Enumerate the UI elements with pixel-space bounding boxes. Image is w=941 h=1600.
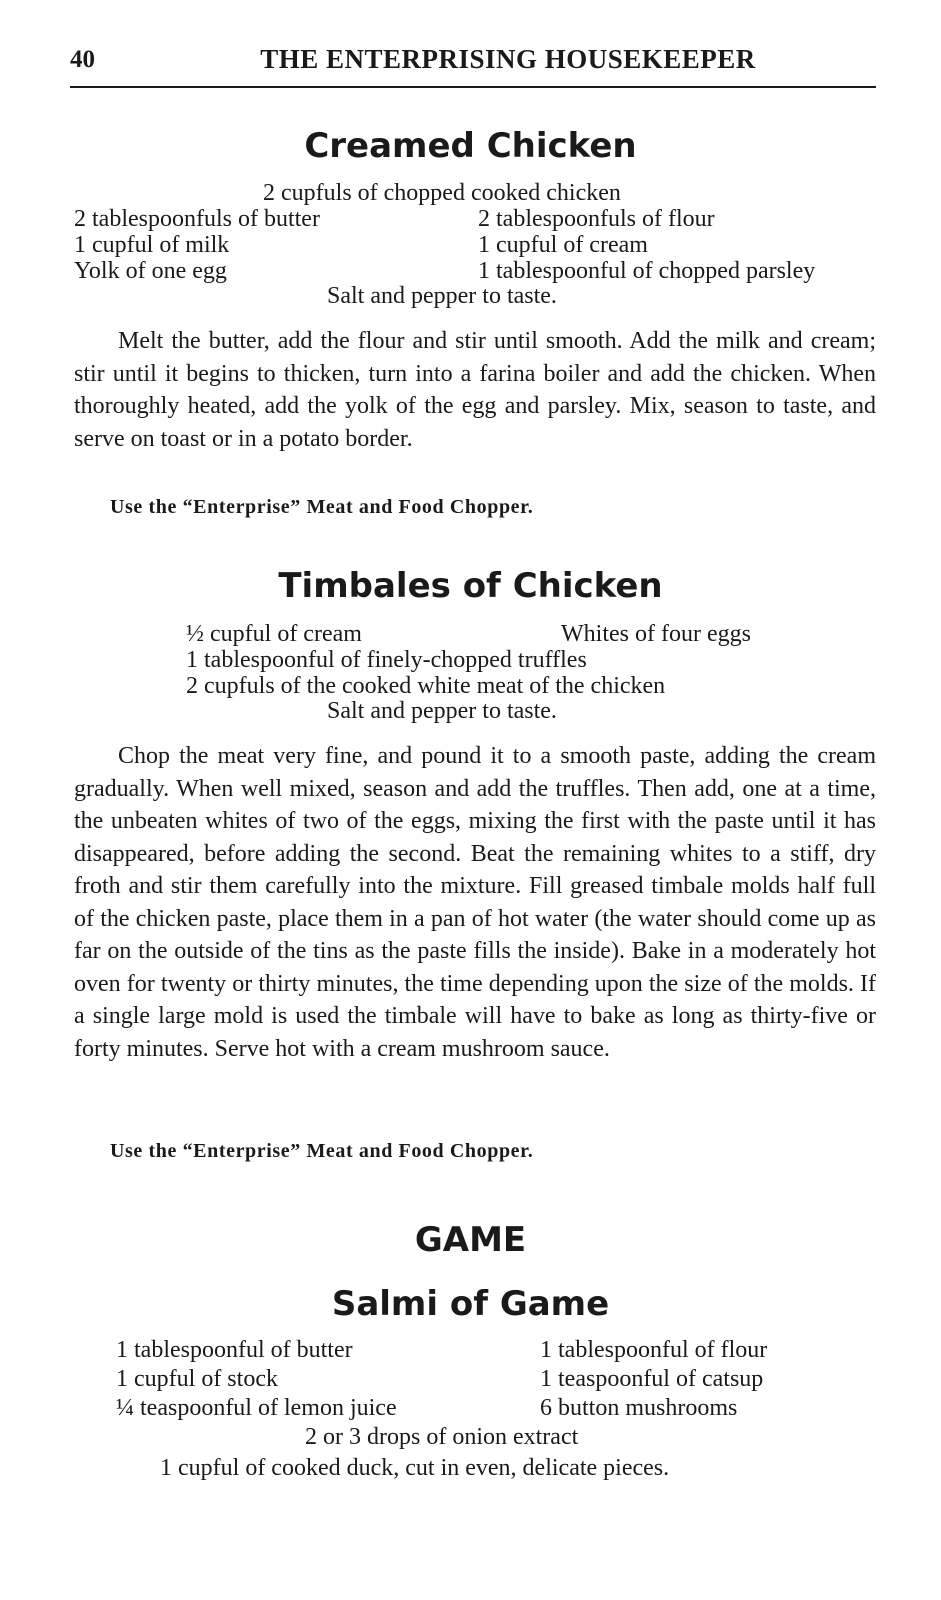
running-head xyxy=(70,42,876,88)
recipe-directions xyxy=(74,740,876,1065)
directions-text: Chop the meat very fine, and pound it to a smooth paste, adding the cream gradually. When well mixed, season and add the truffles. Then add, one at a time, the unbeaten whites of two of the eggs, mixing the first with the paste until it has disappeared, before adding the second. Beat the remaining whites to a stiff, dry froth and stir them carefully into the mixture. Fill greased timbale molds half full of the chicken paste, place them in a pan of hot water (the water should come up as far on the outside of the tins as the paste fills the inside). Bake in a moderately hot oven for twenty or thirty minutes, the time depending upon the size of the molds. If a single large mold is used the timbale will have to bake as long as thirty-five or forty minutes. Serve hot with a cream mushroom sauce. xyxy=(74,743,876,1062)
ingredient-line: ¼ teaspoonful of lemon juice xyxy=(116,1395,397,1421)
book-title: THE ENTERPRISING HOUSEKEEPER xyxy=(260,44,756,74)
ingredient-line: 1 cupful of stock xyxy=(116,1366,278,1392)
recipe-title-creamed-chicken: Creamed Chicken xyxy=(304,126,637,166)
ingredient-line: Salt and pepper to taste. xyxy=(327,698,557,724)
chopper-advert: Use the “Enterprise” Meat and Food Chopper. xyxy=(110,496,534,518)
ingredient-line: 2 cupfuls of the cooked white meat of the chicken xyxy=(186,673,666,699)
recipe-directions xyxy=(74,325,876,455)
ingredient-line: 1 tablespoonful of finely-chopped truffles xyxy=(186,647,587,673)
recipe-title-timbales-of-chicken: Timbales of Chicken xyxy=(278,566,663,606)
page-number: 40 xyxy=(70,46,95,73)
ingredient-line: ½ cupful of cream xyxy=(186,621,362,647)
ingredient-line: Yolk of one egg xyxy=(74,258,227,284)
recipe-title-salmi-of-game: Salmi of Game xyxy=(331,1284,610,1324)
ingredient-line: 1 tablespoonful of chopped parsley xyxy=(478,258,816,284)
ingredient-line: 2 tablespoonfuls of flour xyxy=(478,206,715,232)
ingredient-line: 2 cupfuls of chopped cooked chicken xyxy=(263,180,621,206)
ingredient-line: 1 tablespoonful of butter xyxy=(116,1337,353,1363)
ingredient-line: 1 teaspoonful of catsup xyxy=(540,1366,764,1392)
chopper-advert: Use the “Enterprise” Meat and Food Chopper. xyxy=(110,1140,534,1162)
ingredient-line: 1 cupful of milk xyxy=(74,232,230,258)
ingredient-line: 1 cupful of cream xyxy=(478,232,648,258)
ingredient-line: 1 cupful of cooked duck, cut in even, delicate pieces. xyxy=(160,1455,670,1481)
directions-text: Melt the butter, add the flour and stir until smooth. Add the milk and cream; stir until it begins to thicken, turn into a farina boiler and add the chicken. When thoroughly heated, add the yolk of the egg and parsley. Mix, season to taste, and serve on toast or in a potato border. xyxy=(74,328,876,452)
ingredient-line: 2 or 3 drops of onion extract xyxy=(305,1424,579,1450)
ingredient-line: Whites of four eggs xyxy=(561,621,751,647)
section-title-game: GAME xyxy=(414,1220,527,1260)
ingredient-line: 2 tablespoonfuls of butter xyxy=(74,206,320,232)
ingredient-line: Salt and pepper to taste. xyxy=(327,283,557,309)
ingredient-line: 6 button mushrooms xyxy=(540,1395,738,1421)
ingredient-line: 1 tablespoonful of flour xyxy=(540,1337,768,1363)
